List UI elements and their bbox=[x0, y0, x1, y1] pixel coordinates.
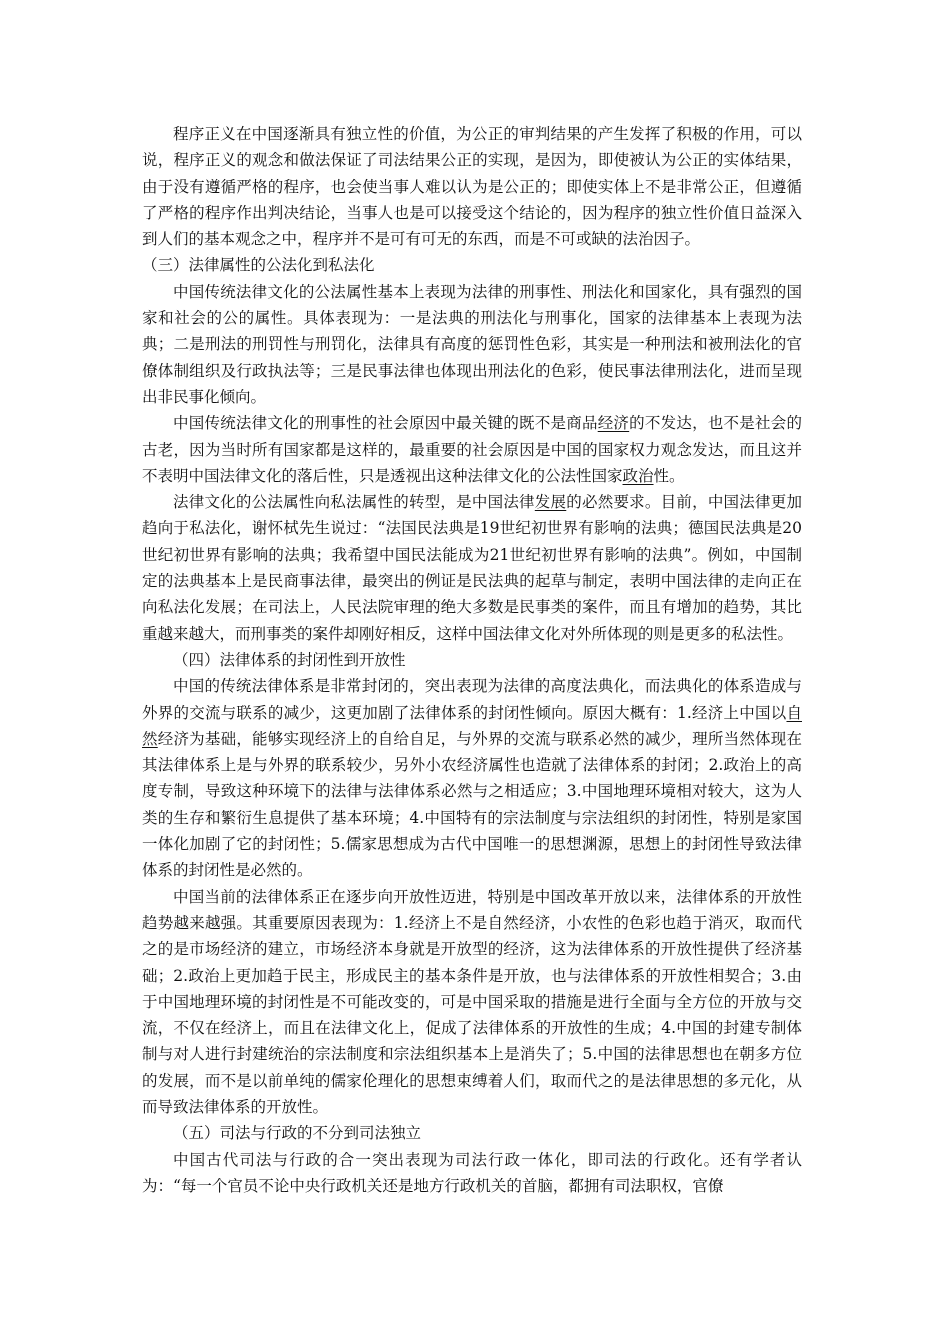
paragraph-closed-legal-system bbox=[142, 673, 802, 883]
paragraph-procedural-justice bbox=[142, 121, 802, 252]
paragraph-private-law-transition bbox=[142, 489, 802, 647]
link-politics[interactable]: 政治 bbox=[622, 466, 654, 485]
section-heading-5 bbox=[142, 1120, 802, 1146]
section-heading-4 bbox=[142, 647, 802, 673]
paragraph-text: 的必然要求。目前，中国法律更加趋向于私法化，谢怀栻先生说过：“法国民法典是19世纪初世界有影响的法典；德国民法典是20世纪初世界有影响的法典；我希望中国民法能成为21世纪初世界有影响的法典”。例如，中国制定的法典基本上是民商事法律，最突出的例证是民法典的起草与制定，表明中国法律的走向正在向私法化发展；在司法上，人民法院审理的绝大多数是民事类的案件，而且有增加的趋势，其比重越来越大，而刑事类的案件却刚好相反，这样中国法律文化对外所体现的则是更多的私法性。 bbox=[142, 493, 802, 643]
paragraph-text: 经济为基础，能够实现经济上的自给自足，与外界的交流与联系必然的减少，理所当然体现在其法律体系上是与外界的联系较少，另外小农经济属性也造就了法律体系的封闭；2.政治上的高度专制，导致这种环境下的法律与法律体系必然与之相适应；3.中国地理环境相对较大，这为人类的生存和繁衍生息提供了基本环境；4.中国特有的宗法制度与宗法组织的封闭性，特别是家国一体化加剧了它的封闭性；5.儒家思想成为古代中国唯一的思想渊源，思想上的封闭性导致法律体系的封闭性是必然的。 bbox=[142, 729, 802, 880]
paragraph-text: 性。 bbox=[653, 466, 685, 485]
section-heading-text: （四）法律体系的封闭性到开放性 bbox=[173, 650, 406, 669]
paragraph-text: 程序正义在中国逐渐具有独立性的价值，为公正的审判结果的产生发挥了积极的作用，可以说，程序正义的观念和做法保证了司法结果公正的实现，是因为，即使被认为公正的实体结果，由于没有遵循严格的程序，也会使当事人难以认为是公正的；即使实体上不是非常公正，但遵循了严格的程序作出判决结论，当事人也是可以接受这个结论的，因为程序的独立性价值日益深入到人们的基本观念之中，程序并不是可有可无的东西，而是不可或缺的法治因子。 bbox=[142, 125, 802, 249]
section-heading-text: （三）法律属性的公法化到私法化 bbox=[142, 256, 375, 275]
paragraph-text: 中国传统法律文化的刑事性的社会原因中最关键的既不是商品 bbox=[173, 414, 598, 433]
paragraph-text: 法律文化的公法属性向私法属性的转型，是中国法律 bbox=[173, 493, 535, 512]
paragraph-text: 中国的传统法律体系是非常封闭的，突出表现为法律的高度法典化，而法典化的体系造成与外界的交流与联系的减少，这更加剧了法律体系的封闭性倾向。原因大概有：1.经济上中国以 bbox=[142, 677, 802, 722]
paragraph-judicial-administrative bbox=[142, 1147, 802, 1200]
paragraph-public-law-attributes bbox=[142, 279, 802, 410]
section-heading-text: （五）司法与行政的不分到司法独立 bbox=[173, 1124, 422, 1143]
paragraph-text: 的不发达，也不是社会的古老，因为当时所有国家都是这样的，最重要的社会原因是中国的国家权力观念发达，而且这并不表明中国法律文化的落后性，只是透视出这种法律文化的公法性国家 bbox=[142, 414, 802, 485]
link-development[interactable]: 发展 bbox=[534, 493, 567, 512]
paragraph-open-legal-system bbox=[142, 884, 802, 1121]
paragraph-text: 中国传统法律文化的公法属性基本上表现为法律的刑事性、刑法化和国家化，具有强烈的国家和社会的公的属性。具体表现为：一是法典的刑法化与刑事化，国家的法律基本上表现为法典；二是刑法的刑罚性与刑罚化，法律具有高度的惩罚性色彩，其实是一种刑法和被刑法化的官僚体制组织及行政执法等；三是民事法律也体现出刑法化的色彩，使民事法律刑法化，进而呈现出非民事化倾向。 bbox=[142, 282, 802, 406]
paragraph-criminal-nature-causes bbox=[142, 410, 802, 489]
link-nature[interactable]: 自然 bbox=[142, 703, 802, 748]
paragraph-text: 中国当前的法律体系正在逐步向开放性迈进，特别是中国改革开放以来，法律体系的开放性趋势越来越强。其重要原因表现为：1.经济上不是自然经济，小农性的色彩也趋于消灭，取而代之的是市场经济的建立，市场经济本身就是开放型的经济，这为法律体系的开放性提供了经济基础；2.政治上更加趋于民主，形成民主的基本条件是开放，也与法律体系的开放性相契合；3.由于中国地理环境的封闭性是不可能改变的，可是中国采取的措施是进行全面与全方位的开放与交流，不仅在经济上，而且在法律文化上，促成了法律体系的开放性的生成；4.中国的封建专制体制与对人进行封建统治的宗法制度和宗法组织基本上是消失了；5.中国的法律思想也在朝多方位的发展，而不是以前单纯的儒家伦理化的思想束缚着人们，取而代之的是法律思想的多元化，从而导致法律体系的开放性。 bbox=[142, 887, 802, 1116]
paragraph-text: 中国古代司法与行政的合一突出表现为司法行政一体化，即司法的行政化。还有学者认为：“每一个官员不论中央行政机关还是地方行政机关的首脑，都拥有司法职权，官僚 bbox=[142, 1150, 802, 1195]
section-heading-3 bbox=[142, 252, 802, 278]
link-economy[interactable]: 经济 bbox=[597, 414, 630, 433]
